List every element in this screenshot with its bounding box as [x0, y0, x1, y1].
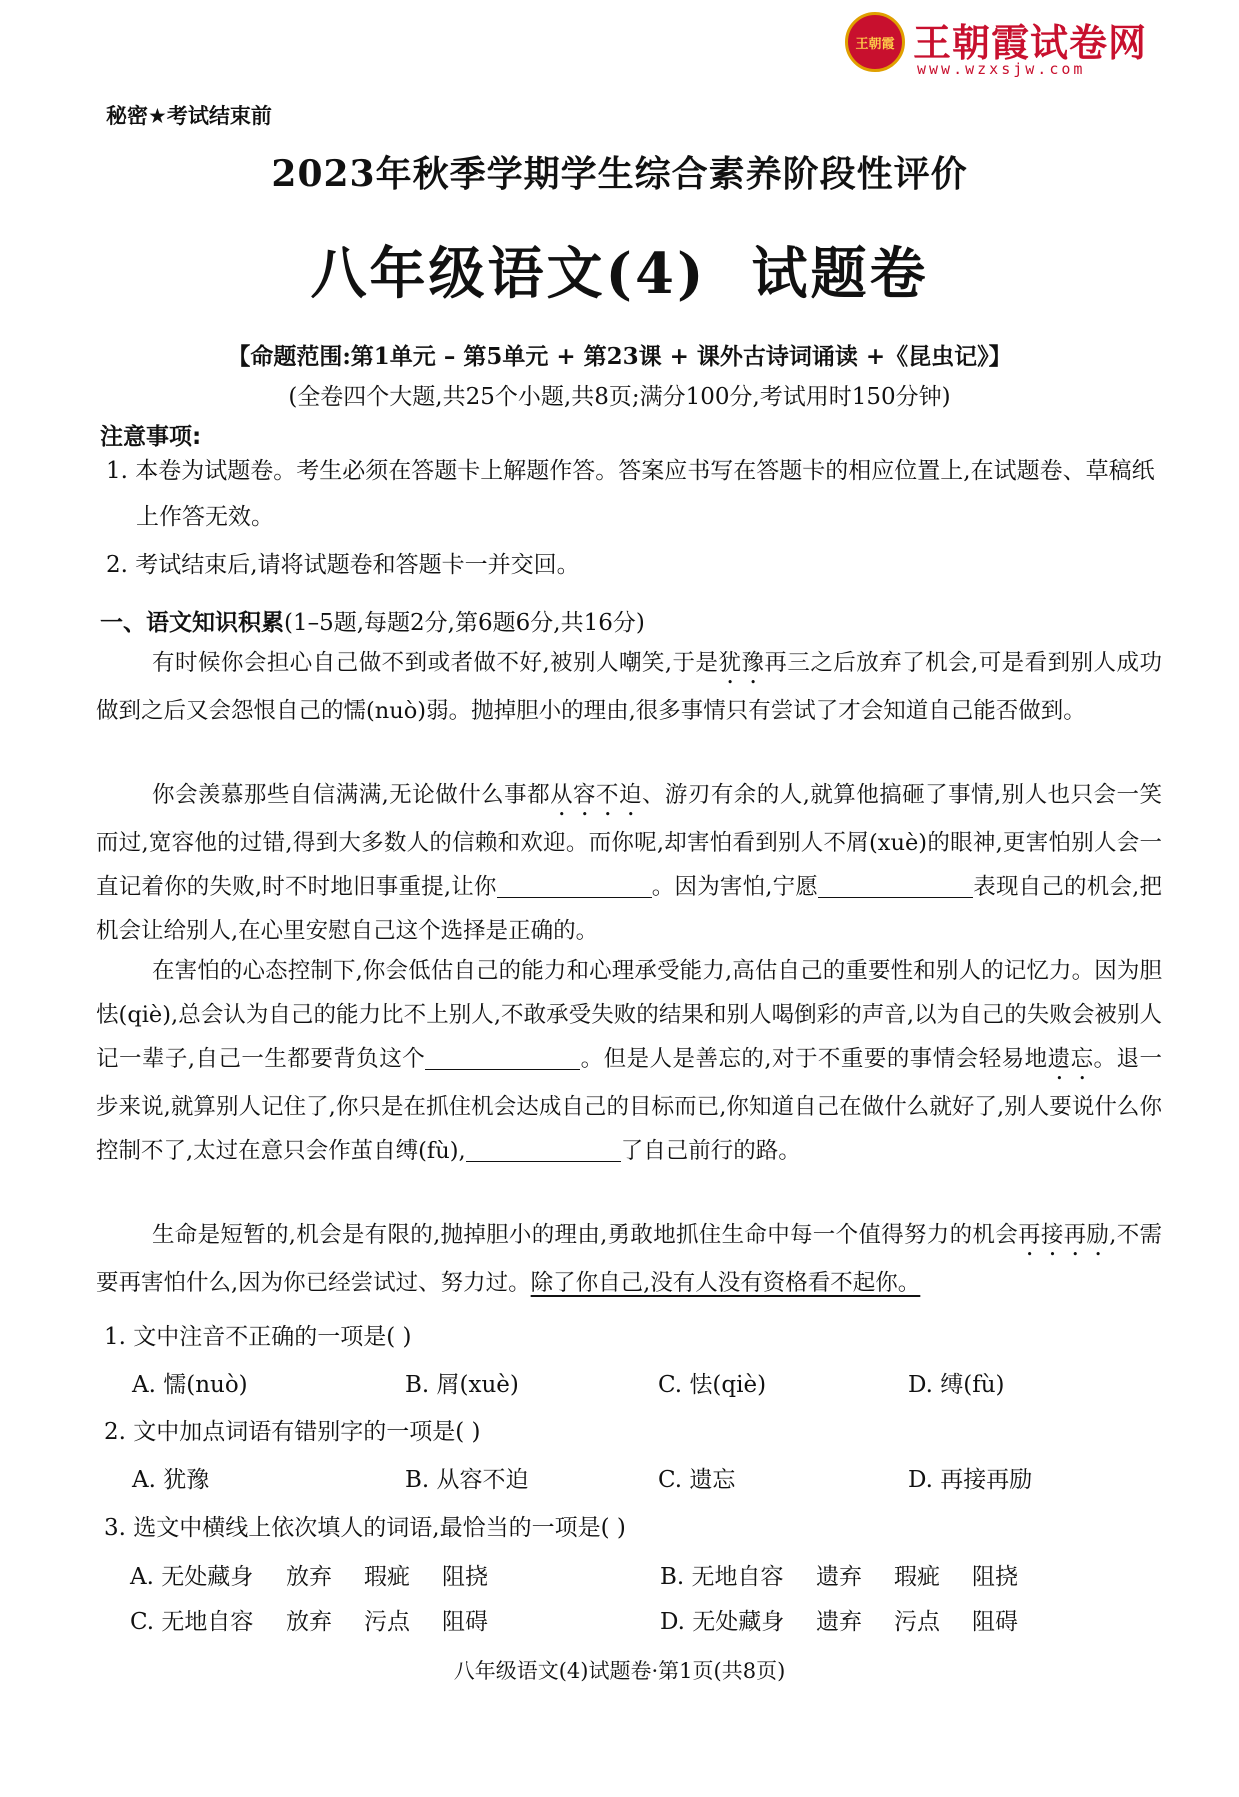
option-word: 阻挠 [972, 1564, 1018, 1590]
exam-scope: 【命题范围:第1单元 – 第5单元 + 第23课 + 课外古诗词诵读 +《昆虫记》】 [227, 343, 1012, 370]
exam-subtitle: 八年级语文(4) 试题卷 [310, 241, 929, 307]
option-word: 遗弃 [816, 1609, 862, 1635]
option-word: C. 无地自容 [130, 1609, 254, 1635]
answer-option[interactable]: A. 犹豫 [132, 1467, 210, 1493]
text: 在害怕的心态控制下,你会低估自己的能力和心理承受能力,高估自己的重要性和别人的记忆力。因为胆怯(qiè),总会认为自己的能力比不上别人,不敢承受失败的结果和别人喝倒彩的声音,以为自己的失败会被别人记一辈子,自己一生都要背负这个 [96, 958, 1162, 1072]
answer-option[interactable]: D. 缚(fù) [908, 1372, 1005, 1398]
passage-paragraph-1 [96, 641, 1162, 733]
notice-item: 1. 本卷为试题卷。考生必须在答题卡上解题作答。答案应书写在答题卡的相应位置上,在试题卷、草稿纸上作答无效。 [106, 458, 1155, 530]
text: 、游刃有余的人,就算他搞砸了事情,别人也只会一笑而过,宽容他的过错,得到大多数人的信赖和欢迎。而你呢,却害怕看到别人不屑(xuè)的眼神,更害怕别人会一直记着你的失败,时不时地旧事重提,让你 [96, 782, 1162, 900]
text: 了自己前行的路。 [620, 1138, 801, 1164]
option-word: 阻挠 [442, 1564, 488, 1590]
answer-option[interactable]: C. 遗忘 [658, 1467, 736, 1493]
option-word: 遗弃 [816, 1564, 862, 1590]
question-stem: 2. 文中加点词语有错别字的一项是( ) [104, 1419, 481, 1445]
text: 。因为害怕,宁愿 [651, 874, 819, 900]
answer-option[interactable]: B. 屑(xuè) [405, 1372, 519, 1398]
text: 生命是短暂的,机会是有限的,抛掉胆小的理由,勇敢地抓住生命中每一个值得努力的机会 [152, 1222, 1019, 1248]
answer-option[interactable] [130, 1603, 506, 1636]
option-word: D. 无处藏身 [660, 1609, 785, 1635]
brand-seal-icon: 王朝霞 [845, 12, 905, 72]
answer-option[interactable]: D. 再接再励 [908, 1467, 1033, 1493]
passage-paragraph-4 [96, 1213, 1162, 1305]
brand-url: www.wzxsjw.com [917, 60, 1086, 78]
answer-option[interactable]: B. 从容不迫 [405, 1467, 529, 1493]
option-word: A. 无处藏身 [130, 1564, 254, 1590]
exam-info: (全卷四个大题,共25个小题,共8页;满分100分,考试用时150分钟) [288, 384, 951, 410]
exam-title: 2023年秋季学期学生综合素养阶段性评价 [271, 153, 968, 195]
fill-blank[interactable] [818, 875, 973, 898]
section-title: 一、语文知识积累 [100, 610, 284, 636]
answer-option[interactable] [130, 1558, 506, 1591]
text: 表现自己的机会,把机会让给别人,在心里安慰自己这个选择是正确的。 [96, 874, 1162, 944]
answer-option[interactable] [660, 1603, 1036, 1636]
dotted-word: 再接再励 [1018, 1222, 1110, 1248]
option-word: 污点 [364, 1609, 410, 1635]
fill-blank[interactable] [466, 1139, 621, 1162]
answer-option[interactable] [660, 1558, 1036, 1591]
text: 再三之后放弃了机会,可是看到别人成功做到之后又会怨恨自己的懦(nuò)弱。抛掉胆小的理由,很多事情只有尝试了才会知道自己能否做到。 [96, 650, 1162, 724]
question-stem: 3. 选文中横线上依次填人的词语,最恰当的一项是( ) [104, 1515, 626, 1541]
option-word: 阻碍 [972, 1609, 1018, 1635]
option-word: 放弃 [286, 1609, 332, 1635]
text: 有时候你会担心自己做不到或者做不好,被别人嘲笑,于是 [152, 650, 719, 676]
fill-blank[interactable] [425, 1047, 580, 1070]
option-word: B. 无地自容 [660, 1564, 784, 1590]
text: ,不需要再害怕什么,因为你已经尝试过、努力过。 [96, 1222, 1162, 1296]
notice-heading: 注意事项: [100, 424, 202, 450]
option-word: 放弃 [286, 1564, 332, 1590]
dotted-word: 犹豫 [718, 650, 765, 676]
fill-blank[interactable] [497, 875, 652, 898]
option-word: 瑕疵 [364, 1564, 410, 1590]
dotted-word: 遗忘 [1047, 1046, 1094, 1072]
question-stem: 1. 文中注音不正确的一项是( ) [104, 1324, 412, 1350]
option-word: 阻碍 [442, 1609, 488, 1635]
section-score-note: (1–5题,每题2分,第6题6分,共16分) [284, 610, 645, 636]
answer-option[interactable]: A. 懦(nuò) [132, 1372, 248, 1398]
brand-name: 王朝霞试卷网 [913, 21, 1148, 65]
section-heading [100, 604, 645, 637]
dotted-word: 从容不迫 [550, 782, 642, 808]
passage-paragraph-3 [96, 949, 1162, 1173]
secret-label: 秘密★考试结束前 [106, 104, 272, 128]
underlined-sentence: 除了你自己,没有人没有资格看不起你。 [530, 1270, 921, 1296]
option-word: 瑕疵 [894, 1564, 940, 1590]
page-footer: 八年级语文(4)试题卷·第1页(共8页) [453, 1659, 786, 1683]
brand-logo [845, 10, 1155, 80]
option-word: 污点 [894, 1609, 940, 1635]
notice-item: 2. 考试结束后,请将试题卷和答题卡一并交回。 [106, 552, 580, 578]
passage-paragraph-2 [96, 773, 1162, 953]
text: 。退一步来说,就算别人记住了,你只是在抓住机会达成自己的目标而已,你知道自己在做什么就好了,别人要说什么你控制不了,太过在意只会作茧自缚(fù), [96, 1046, 1162, 1164]
text: 。但是人是善忘的,对于不重要的事情会轻易地 [580, 1046, 1048, 1072]
text: 你会羡慕那些自信满满,无论做什么事都 [152, 782, 551, 808]
answer-option[interactable]: C. 怯(qiè) [658, 1372, 767, 1398]
